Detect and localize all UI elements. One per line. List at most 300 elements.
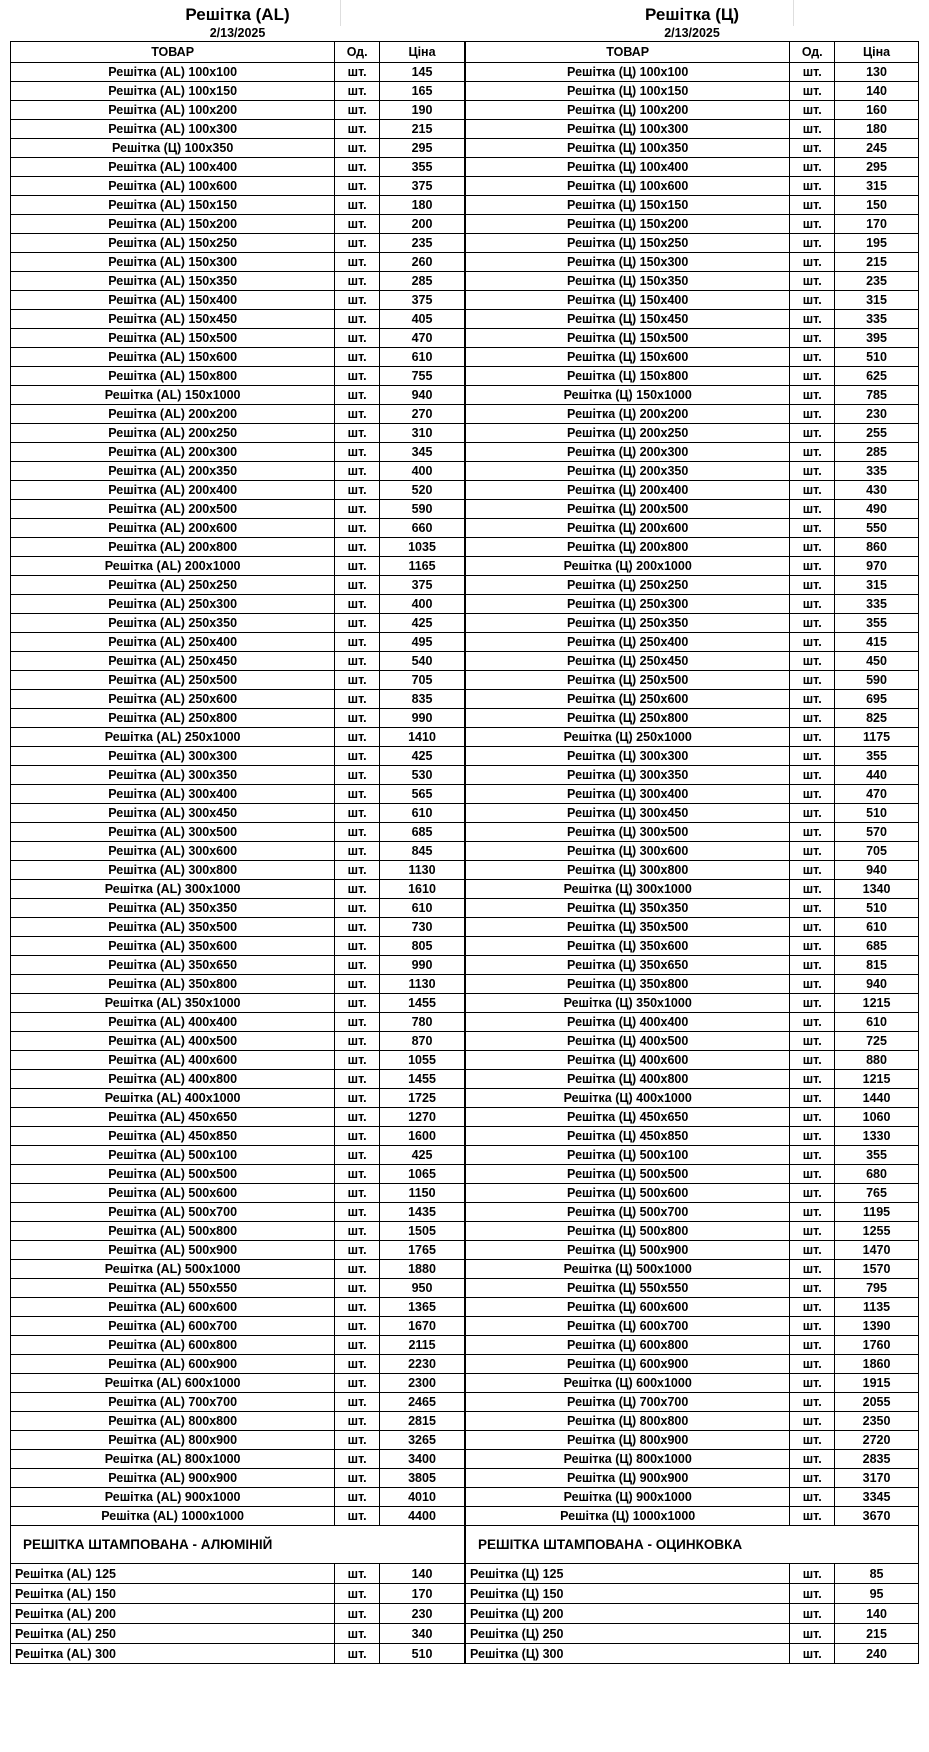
cell-product-name: Решітка (Ц) 800x900 (466, 1431, 790, 1450)
cell-unit: шт. (335, 1584, 380, 1604)
cell-product-name: Решітка (Ц) 100x300 (466, 120, 790, 139)
cell-price: 245 (835, 139, 919, 158)
cell-price: 940 (380, 386, 465, 405)
cell-unit: шт. (790, 785, 835, 804)
cell-price: 880 (835, 1051, 919, 1070)
cell-unit: шт. (790, 937, 835, 956)
cell-price: 860 (835, 538, 919, 557)
table-header-row (466, 42, 919, 63)
cell-product-name: Решітка (Ц) 300 (466, 1644, 790, 1664)
cell-product-name: Решітка (Ц) 400x400 (466, 1013, 790, 1032)
cell-unit: шт. (335, 424, 380, 443)
cell-price: 990 (380, 709, 465, 728)
cell-unit: шт. (335, 899, 380, 918)
cell-unit: шт. (335, 1127, 380, 1146)
cell-price: 610 (380, 899, 465, 918)
cell-product-name: Решітка (Ц) 100x150 (466, 82, 790, 101)
table-row (466, 652, 919, 671)
cell-product-name: Решітка (AL) 700x700 (11, 1393, 335, 1412)
cell-unit: шт. (335, 519, 380, 538)
cell-unit: шт. (790, 1624, 835, 1644)
table-row (466, 842, 919, 861)
cell-price: 140 (835, 82, 919, 101)
stamped-price-table (465, 1563, 919, 1664)
table-row (466, 1355, 919, 1374)
cell-unit: шт. (790, 633, 835, 652)
table-row (466, 918, 919, 937)
cell-product-name: Решітка (AL) 200x250 (11, 424, 335, 443)
column-header-unit: Од. (790, 42, 835, 63)
cell-unit: шт. (335, 1241, 380, 1260)
cell-product-name: Решітка (AL) 300x600 (11, 842, 335, 861)
table-row (466, 1431, 919, 1450)
table-row (11, 804, 465, 823)
table-row (11, 462, 465, 481)
table-row (11, 139, 465, 158)
cell-product-name: Решітка (Ц) 250x800 (466, 709, 790, 728)
cell-unit: шт. (335, 1222, 380, 1241)
cell-product-name: Решітка (AL) 500x600 (11, 1184, 335, 1203)
cell-price: 825 (835, 709, 919, 728)
cell-product-name: Решітка (Ц) 550x550 (466, 1279, 790, 1298)
cell-unit: шт. (790, 1507, 835, 1526)
cell-unit: шт. (335, 1624, 380, 1644)
cell-price: 215 (835, 253, 919, 272)
cell-price: 1365 (380, 1298, 465, 1317)
cell-price: 1060 (835, 1108, 919, 1127)
cell-product-name: Решітка (Ц) 200x800 (466, 538, 790, 557)
cell-price: 815 (835, 956, 919, 975)
table-row (466, 1108, 919, 1127)
table-row (11, 1070, 465, 1089)
cell-product-name: Решітка (Ц) 600x1000 (466, 1374, 790, 1393)
cell-product-name: Решітка (Ц) 300x300 (466, 747, 790, 766)
table-row (11, 101, 465, 120)
table-row (11, 595, 465, 614)
cell-product-name: Решітка (AL) 600x600 (11, 1298, 335, 1317)
cell-product-name: Решітка (AL) 250x500 (11, 671, 335, 690)
block-title: Решітка (AL) (185, 5, 290, 24)
table-row (466, 101, 919, 120)
cell-price: 845 (380, 842, 465, 861)
cell-unit: шт. (790, 652, 835, 671)
table-row (466, 1317, 919, 1336)
cell-unit: шт. (790, 1089, 835, 1108)
cell-unit: шт. (790, 1298, 835, 1317)
cell-product-name: Решітка (AL) 300x350 (11, 766, 335, 785)
cell-unit: шт. (335, 1203, 380, 1222)
cell-product-name: Решітка (Ц) 200x250 (466, 424, 790, 443)
cell-product-name: Решітка (Ц) 300x800 (466, 861, 790, 880)
cell-unit: шт. (790, 1279, 835, 1298)
table-row (11, 329, 465, 348)
table-row (466, 766, 919, 785)
cell-price: 950 (380, 1279, 465, 1298)
cell-price: 3400 (380, 1450, 465, 1469)
cell-product-name: Решітка (Ц) 400x500 (466, 1032, 790, 1051)
cell-unit: шт. (335, 842, 380, 861)
table-row (11, 310, 465, 329)
table-row (11, 1032, 465, 1051)
cell-price: 295 (380, 139, 465, 158)
table-row (11, 1624, 465, 1644)
table-row (466, 196, 919, 215)
cell-price: 150 (835, 196, 919, 215)
price-table (10, 41, 465, 1526)
table-row (11, 1241, 465, 1260)
cell-price: 425 (380, 1146, 465, 1165)
cell-product-name: Решітка (Ц) 300x350 (466, 766, 790, 785)
cell-product-name: Решітка (Ц) 500x1000 (466, 1260, 790, 1279)
table-row (466, 500, 919, 519)
cell-price: 940 (835, 975, 919, 994)
cell-product-name: Решітка (Ц) 600x600 (466, 1298, 790, 1317)
cell-product-name: Решітка (Ц) 400x800 (466, 1070, 790, 1089)
cell-price: 590 (380, 500, 465, 519)
cell-product-name: Решітка (Ц) 700x700 (466, 1393, 790, 1412)
cell-price: 970 (835, 557, 919, 576)
cell-unit: шт. (335, 652, 380, 671)
table-row (11, 1013, 465, 1032)
cell-price: 1215 (835, 994, 919, 1013)
cell-unit: шт. (335, 443, 380, 462)
table-row (466, 1165, 919, 1184)
cell-product-name: Решітка (AL) 150x600 (11, 348, 335, 367)
table-row (11, 215, 465, 234)
table-row (11, 690, 465, 709)
cell-price: 255 (835, 424, 919, 443)
cell-unit: шт. (335, 861, 380, 880)
cell-unit: шт. (790, 500, 835, 519)
cell-product-name: Решітка (Ц) 350x600 (466, 937, 790, 956)
cell-product-name: Решітка (AL) 500x1000 (11, 1260, 335, 1279)
cell-unit: шт. (790, 766, 835, 785)
table-row (466, 1374, 919, 1393)
cell-price: 1150 (380, 1184, 465, 1203)
table-row (466, 785, 919, 804)
table-row (11, 766, 465, 785)
cell-product-name: Решітка (Ц) 125 (466, 1564, 790, 1584)
cell-price: 400 (380, 462, 465, 481)
table-row (466, 519, 919, 538)
cell-price: 345 (380, 443, 465, 462)
cell-price: 490 (835, 500, 919, 519)
cell-price: 3805 (380, 1469, 465, 1488)
cell-product-name: Решітка (AL) 250 (11, 1624, 335, 1644)
table-row (11, 1507, 465, 1526)
cell-price: 570 (835, 823, 919, 842)
cell-price: 315 (835, 291, 919, 310)
cell-unit: шт. (790, 1184, 835, 1203)
cell-unit: шт. (335, 823, 380, 842)
table-row (466, 234, 919, 253)
cell-price: 1035 (380, 538, 465, 557)
cell-product-name: Решітка (AL) 200x1000 (11, 557, 335, 576)
table-row (466, 1564, 919, 1584)
table-row (466, 1146, 919, 1165)
cell-unit: шт. (335, 63, 380, 82)
cell-product-name: Решітка (Ц) 250 (466, 1624, 790, 1644)
cell-unit: шт. (335, 1393, 380, 1412)
cell-price: 660 (380, 519, 465, 538)
cell-product-name: Решітка (Ц) 350x800 (466, 975, 790, 994)
cell-unit: шт. (335, 880, 380, 899)
table-row (11, 1412, 465, 1431)
cell-unit: шт. (790, 956, 835, 975)
table-row (11, 1260, 465, 1279)
cell-price: 1270 (380, 1108, 465, 1127)
cell-unit: шт. (335, 671, 380, 690)
cell-product-name: Решітка (Ц) 500x600 (466, 1184, 790, 1203)
cell-price: 1135 (835, 1298, 919, 1317)
stamped-section-title: РЕШІТКА ШТАМПОВАНА - АЛЮМІНІЙ (10, 1526, 465, 1563)
table-row (11, 481, 465, 500)
cell-unit: шт. (790, 1584, 835, 1604)
cell-unit: шт. (790, 614, 835, 633)
table-row (466, 1450, 919, 1469)
table-row (466, 177, 919, 196)
cell-unit: шт. (335, 709, 380, 728)
cell-price: 540 (380, 652, 465, 671)
cell-unit: шт. (790, 538, 835, 557)
table-row (466, 158, 919, 177)
table-row (466, 576, 919, 595)
cell-product-name: Решітка (Ц) 350x350 (466, 899, 790, 918)
cell-unit: шт. (790, 1317, 835, 1336)
table-row (466, 1336, 919, 1355)
cell-unit: шт. (335, 348, 380, 367)
cell-price: 240 (835, 1644, 919, 1664)
cell-product-name: Решітка (Ц) 100x350 (11, 139, 335, 158)
cell-product-name: Решітка (AL) 300x450 (11, 804, 335, 823)
cell-product-name: Решітка (AL) 150x350 (11, 272, 335, 291)
table-row (466, 462, 919, 481)
cell-price: 395 (835, 329, 919, 348)
cell-product-name: Решітка (AL) 100x400 (11, 158, 335, 177)
cell-price: 140 (380, 1564, 465, 1584)
cell-price: 170 (835, 215, 919, 234)
cell-product-name: Решітка (AL) 200x800 (11, 538, 335, 557)
table-row (466, 348, 919, 367)
table-row (466, 1279, 919, 1298)
cell-unit: шт. (335, 1279, 380, 1298)
table-row (11, 196, 465, 215)
cell-unit: шт. (335, 1317, 380, 1336)
cell-product-name: Решітка (Ц) 150x150 (466, 196, 790, 215)
cell-unit: шт. (335, 1051, 380, 1070)
cell-product-name: Решітка (AL) 600x900 (11, 1355, 335, 1374)
table-row (11, 1089, 465, 1108)
cell-product-name: Решітка (Ц) 600x700 (466, 1317, 790, 1336)
table-row (11, 861, 465, 880)
cell-price: 375 (380, 291, 465, 310)
cell-unit: шт. (335, 1070, 380, 1089)
cell-unit: шт. (335, 994, 380, 1013)
table-row (11, 1222, 465, 1241)
cell-price: 610 (380, 804, 465, 823)
cell-unit: шт. (790, 348, 835, 367)
table-row (466, 671, 919, 690)
stamped-section-title: РЕШІТКА ШТАМПОВАНА - ОЦИНКОВКА (465, 1526, 919, 1563)
cell-unit: шт. (335, 1298, 380, 1317)
cell-unit: шт. (790, 557, 835, 576)
table-row (466, 1644, 919, 1664)
table-row (11, 272, 465, 291)
cell-unit: шт. (790, 975, 835, 994)
cell-product-name: Решітка (Ц) 400x600 (466, 1051, 790, 1070)
cell-product-name: Решітка (Ц) 250x600 (466, 690, 790, 709)
table-row (11, 937, 465, 956)
cell-product-name: Решітка (AL) 350x350 (11, 899, 335, 918)
cell-price: 260 (380, 253, 465, 272)
cell-price: 315 (835, 177, 919, 196)
cell-unit: шт. (335, 1184, 380, 1203)
cell-product-name: Решітка (Ц) 150x800 (466, 367, 790, 386)
cell-product-name: Решітка (Ц) 500x100 (466, 1146, 790, 1165)
cell-unit: шт. (790, 1241, 835, 1260)
table-row (11, 1355, 465, 1374)
cell-product-name: Решітка (Ц) 250x350 (466, 614, 790, 633)
cell-unit: шт. (335, 196, 380, 215)
cell-product-name: Решітка (AL) 400x500 (11, 1032, 335, 1051)
block-date: 2/13/2025 (664, 26, 720, 40)
table-row (11, 1165, 465, 1184)
cell-price: 1860 (835, 1355, 919, 1374)
table-row (11, 880, 465, 899)
cell-price: 145 (380, 63, 465, 82)
table-row (11, 1644, 465, 1664)
table-row (466, 538, 919, 557)
cell-product-name: Решітка (Ц) 150x400 (466, 291, 790, 310)
table-row (466, 899, 919, 918)
table-row (11, 291, 465, 310)
cell-price: 215 (380, 120, 465, 139)
column-header-name: ТОВАР (11, 42, 335, 63)
cell-price: 610 (380, 348, 465, 367)
table-row (11, 956, 465, 975)
table-row (466, 291, 919, 310)
cell-price: 1505 (380, 1222, 465, 1241)
cell-product-name: Решітка (AL) 300x800 (11, 861, 335, 880)
table-row (466, 1393, 919, 1412)
cell-product-name: Решітка (AL) 450x850 (11, 1127, 335, 1146)
cell-product-name: Решітка (Ц) 400x1000 (466, 1089, 790, 1108)
table-row (11, 1450, 465, 1469)
table-row (466, 1624, 919, 1644)
cell-product-name: Решітка (AL) 100x300 (11, 120, 335, 139)
table-row (11, 519, 465, 538)
cell-unit: шт. (790, 576, 835, 595)
table-row (11, 120, 465, 139)
table-row (11, 538, 465, 557)
cell-price: 1130 (380, 975, 465, 994)
table-row (466, 595, 919, 614)
cell-price: 685 (835, 937, 919, 956)
table-row (11, 918, 465, 937)
cell-price: 1455 (380, 994, 465, 1013)
cell-price: 2720 (835, 1431, 919, 1450)
cell-product-name: Решітка (Ц) 900x900 (466, 1469, 790, 1488)
cell-unit: шт. (790, 1564, 835, 1584)
cell-product-name: Решітка (AL) 500x100 (11, 1146, 335, 1165)
cell-price: 2350 (835, 1412, 919, 1431)
cell-unit: шт. (790, 1644, 835, 1664)
cell-price: 1455 (380, 1070, 465, 1089)
cell-unit: шт. (790, 481, 835, 500)
table-row (466, 956, 919, 975)
cell-price: 1760 (835, 1336, 919, 1355)
cell-product-name: Решітка (Ц) 1000x1000 (466, 1507, 790, 1526)
cell-product-name: Решітка (AL) 250x300 (11, 595, 335, 614)
cell-price: 695 (835, 690, 919, 709)
cell-product-name: Решітка (AL) 350x600 (11, 937, 335, 956)
cell-price: 400 (380, 595, 465, 614)
table-row (11, 1336, 465, 1355)
cell-unit: шт. (335, 557, 380, 576)
cell-unit: шт. (335, 918, 380, 937)
cell-price: 450 (835, 652, 919, 671)
cell-unit: шт. (335, 690, 380, 709)
table-row (466, 310, 919, 329)
cell-unit: шт. (335, 595, 380, 614)
cell-price: 590 (835, 671, 919, 690)
cell-unit: шт. (790, 234, 835, 253)
cell-unit: шт. (790, 842, 835, 861)
cell-product-name: Решітка (Ц) 250x500 (466, 671, 790, 690)
cell-price: 335 (835, 310, 919, 329)
cell-product-name: Решітка (AL) 200x400 (11, 481, 335, 500)
cell-product-name: Решітка (AL) 100x200 (11, 101, 335, 120)
cell-unit: шт. (335, 158, 380, 177)
cell-product-name: Решітка (AL) 250x800 (11, 709, 335, 728)
cell-price: 270 (380, 405, 465, 424)
cell-unit: шт. (790, 1127, 835, 1146)
table-row (466, 367, 919, 386)
cell-price: 355 (835, 614, 919, 633)
cell-product-name: Решітка (Ц) 150 (466, 1584, 790, 1604)
cell-product-name: Решітка (Ц) 450x850 (466, 1127, 790, 1146)
cell-price: 4400 (380, 1507, 465, 1526)
table-row (466, 1584, 919, 1604)
cell-price: 285 (380, 272, 465, 291)
cell-product-name: Решітка (Ц) 200x600 (466, 519, 790, 538)
cell-unit: шт. (335, 329, 380, 348)
table-row (11, 500, 465, 519)
cell-product-name: Решітка (Ц) 150x600 (466, 348, 790, 367)
cell-product-name: Решітка (AL) 300x500 (11, 823, 335, 842)
table-row (466, 63, 919, 82)
cell-unit: шт. (335, 1644, 380, 1664)
cell-price: 180 (835, 120, 919, 139)
cell-product-name: Решітка (AL) 200x350 (11, 462, 335, 481)
cell-unit: шт. (335, 1032, 380, 1051)
table-row (11, 1051, 465, 1070)
table-row (466, 424, 919, 443)
cell-product-name: Решітка (AL) 800x1000 (11, 1450, 335, 1469)
cell-unit: шт. (335, 272, 380, 291)
cell-product-name: Решітка (Ц) 200 (466, 1604, 790, 1624)
cell-unit: шт. (790, 595, 835, 614)
aluminium-price-block (10, 0, 465, 1664)
cell-price: 1410 (380, 728, 465, 747)
cell-unit: шт. (790, 424, 835, 443)
cell-unit: шт. (790, 329, 835, 348)
cell-price: 1600 (380, 1127, 465, 1146)
table-row (11, 823, 465, 842)
cell-unit: шт. (335, 1469, 380, 1488)
cell-product-name: Решітка (Ц) 100x400 (466, 158, 790, 177)
cell-unit: шт. (335, 1431, 380, 1450)
